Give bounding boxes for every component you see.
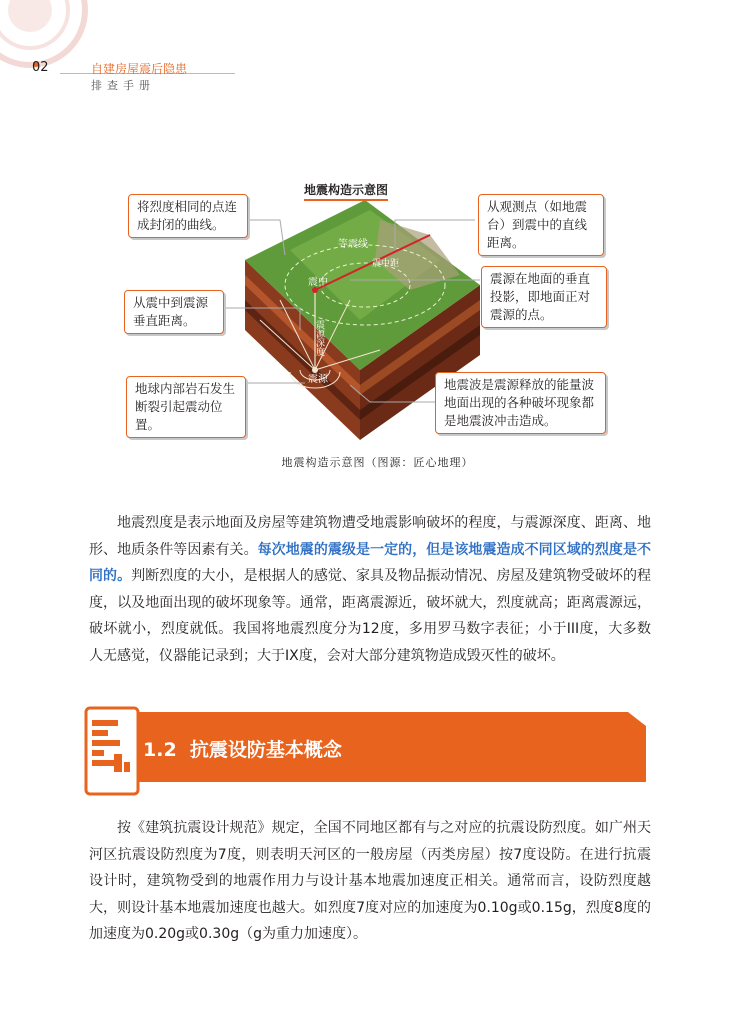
figure-title: 地震构造示意图: [304, 181, 388, 201]
page-number: 02: [32, 60, 49, 75]
figure-caption: 地震构造示意图（图源：匠心地理）: [281, 456, 474, 469]
book-subtitle: 排查手册: [91, 79, 155, 92]
label-focal-depth: 震源深度: [314, 320, 324, 356]
callout-epicenter: 震源在地面的垂直投影，即地面正对震源的点。: [481, 266, 607, 328]
label-isoseismal: 等震线: [338, 239, 368, 250]
callout-focus: 地球内部岩石发生断裂引起震动位置。: [126, 376, 246, 438]
intro-text-continued: 判断烈度的大小，是根据人的感觉、家具及物品振动情况、房屋及建筑物受破坏的程度，以及地面出现的破坏现象等。通常，距离震源近，破坏就大，烈度就高；距离震源远，破坏就小，烈度就低。我国将地震烈度分为12度，多用罗马数字表征；小于III度，大多数人无感觉，仪器能记录到；大于IX度，会对大部分建筑物造成毁灭性的破坏。: [89, 568, 652, 664]
section-number: 1.2: [143, 739, 177, 761]
body-paragraph: 按《建筑抗震设计规范》规定，全国不同地区都有与之对应的抗震设防烈度。如广州天河区抗震设防烈度为7度，则表明天河区的一般房屋（丙类房屋）按7度设防。在进行抗震设计时，建筑物受到的地震作用力与设计基本地震加速度正相关。通常而言，设防烈度越大，则设计基本地震加速度也越大。如烈度7度对应的加速度为0.10g或0.15g，烈度8度的加速度为0.20g或0.30g（g为重力加速度）。: [89, 820, 651, 942]
book-title: 自建房屋震后隐患: [91, 62, 188, 76]
callout-seismic-wave: 地震波是震源释放的能量波地面出现的各种破坏现象都是地震波冲击造成。: [435, 372, 606, 434]
callout-isoseismal: 将烈度相同的点连成封闭的曲线。: [128, 194, 248, 238]
callout-focal-depth: 从震中到震源垂直距离。: [124, 290, 224, 334]
section-heading: [143, 735, 342, 762]
label-epicenter: 震中: [308, 277, 328, 288]
intro-highlight: 每次地震的震级是一定的，但是该地震造成不同区域的烈度是不同的。: [89, 541, 652, 584]
label-focus: 震源: [308, 374, 328, 385]
callout-epicentral-distance: 从观测点（如地震台）到震中的直线距离。: [478, 194, 604, 256]
intro-paragraph: [89, 510, 651, 669]
label-epicentral-distance: 震中距: [372, 259, 400, 269]
intro-text: 地震烈度是表示地面及房屋等建筑物遭受地震影响破坏的程度，与震源深度、距离、地形、地质条件等因素有关。: [89, 515, 651, 558]
section-title: 抗震设防基本概念: [189, 739, 342, 761]
